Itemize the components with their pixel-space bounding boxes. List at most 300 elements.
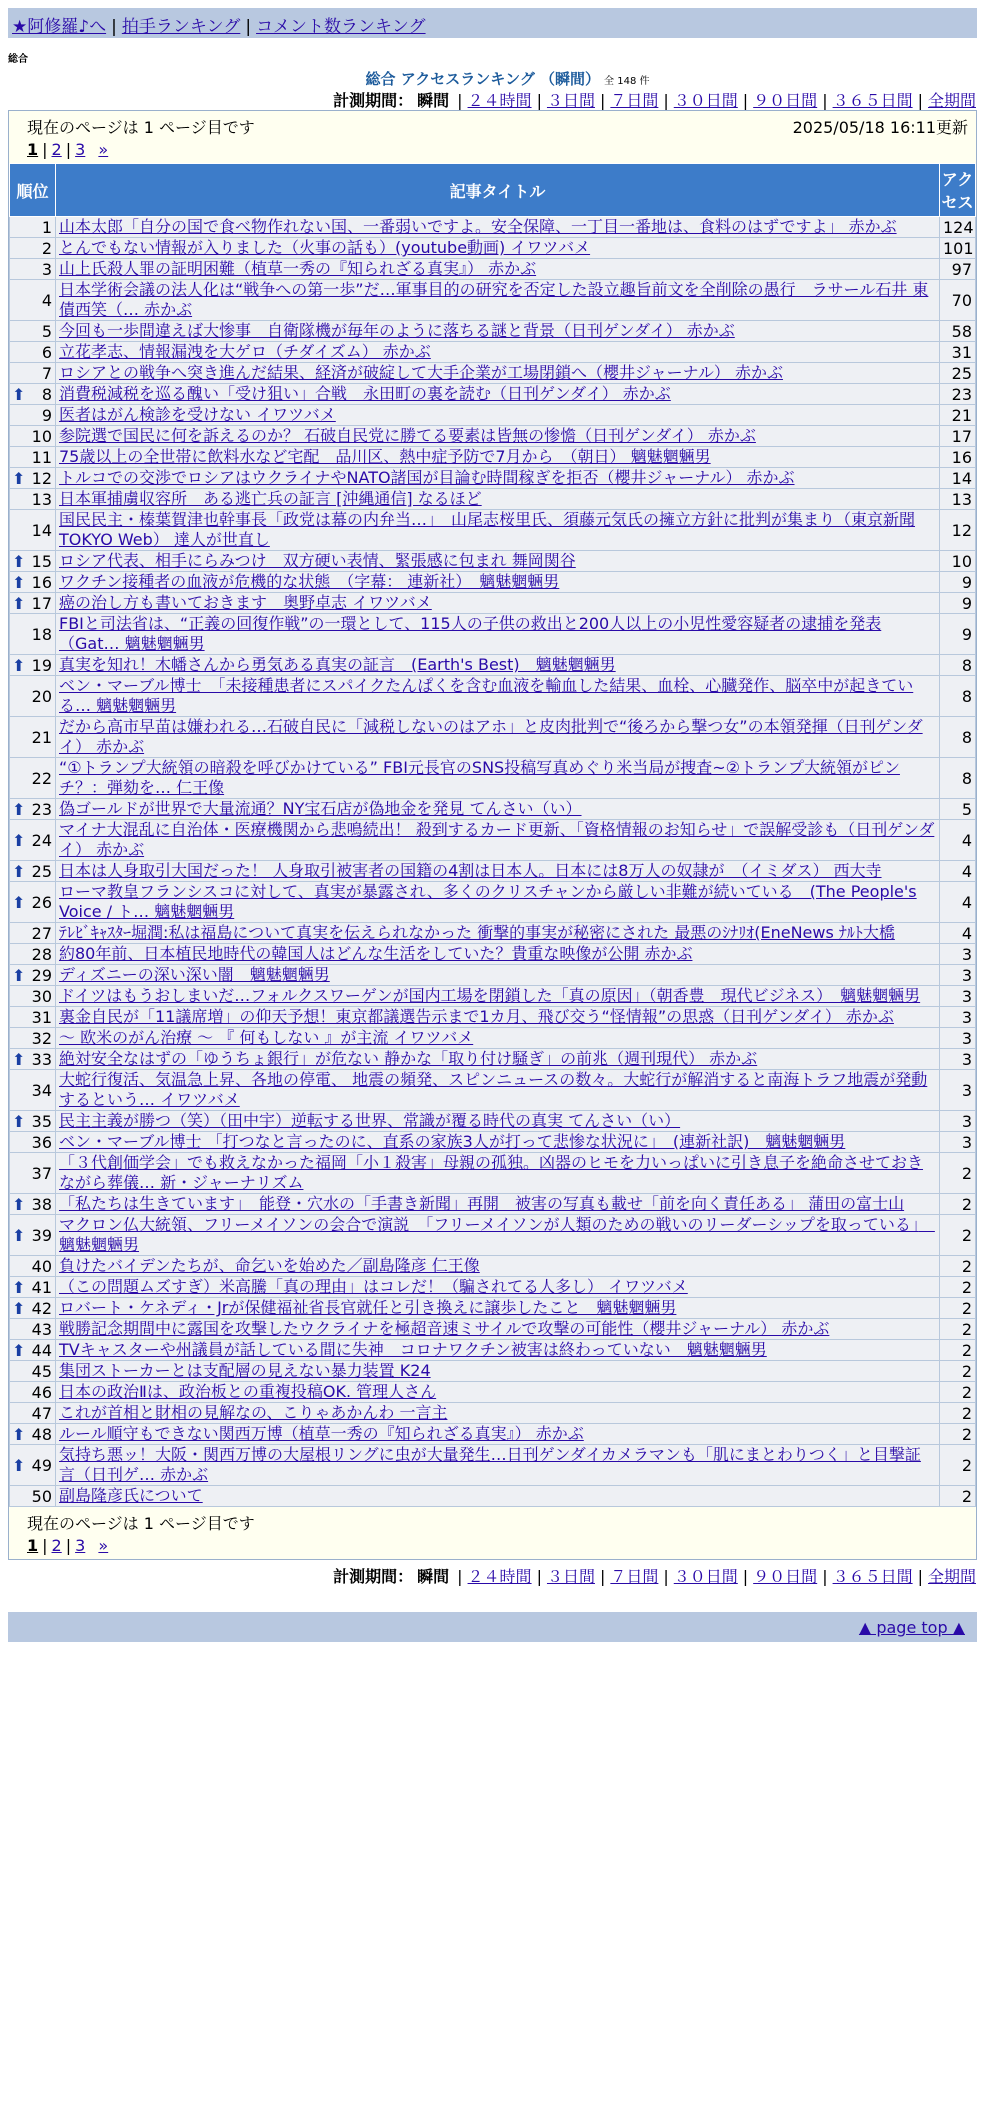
- title-cell: [56, 1153, 940, 1194]
- article-link[interactable]: ～ 欧米のがん治療 ～ 『 何もしない 』が主流 イワツバメ: [59, 1028, 474, 1047]
- access-count: 2: [940, 1319, 976, 1340]
- rank-number: 17: [31, 593, 52, 613]
- pager-next[interactable]: »: [98, 1536, 109, 1555]
- article-link[interactable]: 偽ゴールドが世界で大量流通？NY宝石店が偽地金を発見 てんさい（い）: [59, 799, 582, 818]
- title-cell: [56, 614, 940, 655]
- rank-cell: [10, 384, 56, 405]
- period-label: 計測期間：: [333, 91, 414, 110]
- rank-cell: [10, 861, 56, 882]
- title-cell: [56, 280, 940, 321]
- rank-cell: [10, 1424, 56, 1445]
- article-link[interactable]: 参院選で国民に何を訴えるのか？ 石破自民党に勝てる要素は皆無の惨憺（日刊ゲンダイ） 赤かぶ: [59, 426, 756, 445]
- pager-page-2[interactable]: 2: [51, 1536, 62, 1555]
- title-cell: [56, 944, 940, 965]
- rank-number: 18: [31, 624, 52, 644]
- rank-cell: [10, 1445, 56, 1486]
- rank-cell: [10, 489, 56, 510]
- title-cell: [56, 551, 940, 572]
- article-link[interactable]: FBIと司法省は、“正義の回復作戦”の一環として、115人の子供の救出と200人以上の小児性愛容疑者の逮捕を発表（Gat… 魑魅魍魎男: [59, 614, 882, 653]
- article-link[interactable]: 癌の治し方も書いておきます 奥野卓志 イワツバメ: [59, 593, 432, 612]
- rank-up-arrow-icon: ⬆: [12, 469, 26, 488]
- access-count: 2: [940, 1194, 976, 1215]
- rank-up-arrow-icon: ⬆: [12, 573, 26, 592]
- rank-number: 9: [41, 405, 52, 425]
- access-count: 2: [940, 1403, 976, 1424]
- rank-number: 7: [41, 363, 52, 383]
- article-link[interactable]: 日本学術会議の法人化は“戦争への第一歩”だ…軍事目的の研究を否定した設立趣旨前文を全削除の愚行 ラサール石井 東債西笑（… 赤かぶ: [59, 280, 929, 319]
- rank-number: 24: [31, 830, 52, 850]
- rank-cell: [10, 1486, 56, 1507]
- article-link[interactable]: 集団ストーカーとは支配層の見えない暴力装置 K24: [59, 1361, 431, 1380]
- title-cell: [56, 572, 940, 593]
- access-count: 2: [940, 1382, 976, 1403]
- article-link[interactable]: とんでもない情報が入りました（火事の話も）(youtube動画) イワツバメ: [59, 238, 591, 257]
- table-row: [10, 1111, 976, 1132]
- title-cell: [56, 1403, 940, 1424]
- table-row: [10, 259, 976, 280]
- access-count: 101: [940, 238, 976, 259]
- rank-number: 15: [31, 551, 52, 571]
- rank-up-arrow-icon: ⬆: [12, 966, 26, 985]
- rank-number: 26: [31, 892, 52, 912]
- rank-up-arrow-icon: ⬆: [12, 1112, 26, 1131]
- title-cell: [56, 1070, 940, 1111]
- ranking-table: [9, 163, 976, 1507]
- page-info-text: 現在のページは 1 ページ目です: [27, 118, 255, 137]
- rank-number: 29: [31, 965, 52, 985]
- article-link[interactable]: 山本太郎「自分の国で食べ物作れない国、一番弱いですよ。安全保障、一丁目一番地は、食料のはずですよ」 赤かぶ: [59, 217, 897, 236]
- period-link-365d[interactable]: ３６５日間: [832, 91, 913, 110]
- rank-cell: [10, 1277, 56, 1298]
- title-cell: [56, 1111, 940, 1132]
- table-row: [10, 1298, 976, 1319]
- article-link[interactable]: 今回も一歩間違えば大惨事 自衛隊機が毎年のように落ちる謎と背景（日刊ゲンダイ） 赤かぶ: [59, 321, 735, 340]
- article-link[interactable]: 気持ち悪ッ！大阪・関西万博の大屋根リングに虫が大量発生…日刊ゲンダイカメラマンも「肌にまとわりつく」と目撃証言（日刊ゲ… 赤かぶ: [59, 1445, 921, 1484]
- table-row: [10, 217, 976, 238]
- article-link[interactable]: ルール順守もできない関西万博（植草一秀の『知られざる真実』） 赤かぶ: [59, 1424, 584, 1443]
- article-link[interactable]: 山上氏殺人罪の証明困難（植草一秀の『知られざる真実』） 赤かぶ: [59, 259, 537, 278]
- article-link[interactable]: 民主主義が勝つ（笑）（田中宇）逆転する世界、常識が覆る時代の真実 てんさい（い）: [59, 1111, 681, 1130]
- total-count: 全 148 件: [604, 76, 650, 87]
- rank-number: 14: [31, 520, 52, 540]
- rank-number: 36: [31, 1132, 52, 1152]
- rank-cell: [10, 1298, 56, 1319]
- rank-cell: [10, 965, 56, 986]
- period-link-24h[interactable]: ２４時間: [467, 1567, 532, 1586]
- table-row: [10, 944, 976, 965]
- header-rank: 順位: [10, 164, 56, 217]
- rank-number: 32: [31, 1028, 52, 1048]
- title-cell: [56, 447, 940, 468]
- article-link[interactable]: ﾃﾚﾋﾞｷｬｽﾀｰ堀潤:私は福島について真実を伝えられなかった 衝撃的事実が秘密にされた 最悪のｼﾅﾘｵ(EneNews ﾅﾙﾄ大橋: [59, 923, 895, 942]
- title-cell: [56, 1424, 940, 1445]
- nav-link-asyura[interactable]: ★阿修羅♪へ: [12, 17, 107, 37]
- table-row: [10, 923, 976, 944]
- period-separator: |: [822, 1567, 828, 1586]
- title-cell: [56, 1028, 940, 1049]
- table-row: [10, 1256, 976, 1277]
- period-link-all[interactable]: 全期間: [927, 91, 976, 110]
- title-cell: [56, 1382, 940, 1403]
- access-count: 17: [940, 426, 976, 447]
- access-count: 3: [940, 986, 976, 1007]
- rank-cell: [10, 882, 56, 923]
- table-row: [10, 238, 976, 259]
- rank-up-arrow-icon: ⬆: [12, 552, 26, 571]
- article-link[interactable]: ロバート・ケネディ・Jrが保健福祉省長官就任と引き換えに譲歩したこと 魑魅魍魎男: [59, 1298, 677, 1317]
- rank-cell: [10, 1132, 56, 1153]
- rank-cell: [10, 593, 56, 614]
- title-cell: [56, 593, 940, 614]
- rank-number: 8: [41, 384, 52, 404]
- title-cell: [56, 965, 940, 986]
- period-link-7d[interactable]: ７日間: [610, 91, 659, 110]
- table-row: [10, 965, 976, 986]
- access-count: 5: [940, 799, 976, 820]
- period-separator: |: [742, 1567, 749, 1586]
- table-row: [10, 1132, 976, 1153]
- period-separator: |: [917, 91, 923, 110]
- rank-cell: [10, 1194, 56, 1215]
- access-count: 2: [940, 1486, 976, 1507]
- access-count: 3: [940, 1070, 976, 1111]
- updated-timestamp: 2025/05/18 16:11更新: [792, 118, 968, 137]
- pager-next[interactable]: »: [98, 140, 109, 159]
- article-link[interactable]: “①トランプ大統領の暗殺を呼びかけている” FBI元長官のSNS投稿写真めぐり米当局が捜査~②トランプ大統領がピンチ？：弾劾を… 仁王像: [59, 758, 900, 797]
- period-separator: |: [599, 1567, 606, 1586]
- nav-separator: |: [245, 17, 252, 37]
- title-cell: [56, 384, 940, 405]
- table-row: [10, 676, 976, 717]
- rank-up-arrow-icon: ⬆: [12, 862, 26, 881]
- article-link[interactable]: だから高市早苗は嫌われる…石破自民に「減税しないのはアホ」と皮肉批判で“後ろから撃つ女”の本領発揮（日刊ゲンダイ） 赤かぶ: [59, 717, 923, 756]
- rank-cell: [10, 799, 56, 820]
- article-link[interactable]: 約80年前、日本植民地時代の韓国人はどんな生活をしていた？貴重な映像が公開 赤かぶ: [59, 944, 693, 963]
- access-count: 3: [940, 1132, 976, 1153]
- rank-cell: [10, 238, 56, 259]
- rank-number: 1: [41, 217, 52, 237]
- period-link-3d[interactable]: ３日間: [546, 91, 595, 110]
- rank-cell: [10, 217, 56, 238]
- rank-cell: [10, 655, 56, 676]
- access-count: 8: [940, 676, 976, 717]
- rank-number: 12: [31, 468, 52, 488]
- table-row: [10, 1445, 976, 1486]
- rank-number: 50: [31, 1486, 52, 1506]
- period-link-90d[interactable]: ９０日間: [753, 1567, 818, 1586]
- title-cell: [56, 717, 940, 758]
- rank-cell: [10, 986, 56, 1007]
- article-link[interactable]: （この問題ムズすぎ）米高騰「真の理由」はコレだ！（騙されてる人多し） イワツバメ: [59, 1277, 688, 1296]
- header-title: 記事タイトル: [56, 164, 940, 217]
- rank-cell: [10, 758, 56, 799]
- rank-cell: [10, 468, 56, 489]
- pager-separator: |: [65, 1536, 72, 1555]
- title-cell: [56, 217, 940, 238]
- access-count: 4: [940, 882, 976, 923]
- period-separator: |: [457, 1567, 463, 1586]
- article-link[interactable]: 絶対安全なはずの「ゆうちょ銀行」が危ない 静かな「取り付け騒ぎ」の前兆（週刊現代） 赤かぶ: [59, 1049, 758, 1068]
- access-count: 16: [940, 447, 976, 468]
- table-row: [10, 1194, 976, 1215]
- rank-cell: [10, 1111, 56, 1132]
- period-separator: |: [599, 91, 606, 110]
- period-link-90d[interactable]: ９０日間: [753, 91, 818, 110]
- period-separator: |: [663, 91, 669, 110]
- article-link[interactable]: 大蛇行復活、気温急上昇、各地の停電、 地震の頻発、スピンニュースの数々。大蛇行が解消すると南海トラフ地震が発動するという… イワツバメ: [59, 1070, 928, 1109]
- article-link[interactable]: ロシアとの戦争へ突き進んだ結果、経済が破綻して大手企業が工場閉鎖へ（櫻井ジャーナル） 赤かぶ: [59, 363, 783, 382]
- access-count: 14: [940, 468, 976, 489]
- title-cell: [56, 1298, 940, 1319]
- footer-bar: [8, 1612, 977, 1642]
- rank-up-arrow-icon: ⬆: [12, 1050, 26, 1069]
- title-cell: [56, 510, 940, 551]
- access-count: 2: [940, 1153, 976, 1194]
- table-row: [10, 882, 976, 923]
- rank-cell: [10, 426, 56, 447]
- rank-up-arrow-icon: ⬆: [12, 1456, 26, 1475]
- article-link[interactable]: 真実を知れ！木幡さんから勇気ある真実の証言 (Earth's Best) 魑魅魍魎男: [59, 655, 616, 674]
- article-link[interactable]: マイナ大混乱に自治体・医療機関から悲鳴続出！ 殺到するカード更新、「資格情報のお知らせ」で誤解受診も（日刊ゲンダイ） 赤かぶ: [59, 820, 935, 859]
- rank-cell: [10, 717, 56, 758]
- period-separator: |: [536, 1567, 542, 1586]
- rank-cell: [10, 1403, 56, 1424]
- period-selector: [0, 88, 977, 110]
- rank-number: 22: [31, 768, 52, 788]
- title-cell: [56, 882, 940, 923]
- title-cell: [56, 1340, 940, 1361]
- article-link[interactable]: ディズニーの深い深い闇 魑魅魍魎男: [59, 965, 330, 984]
- access-count: 9: [940, 593, 976, 614]
- article-link[interactable]: TVキャスターや州議員が話している間に失神 コロナワクチン被害は終わっていない 魑魅魍魎男: [59, 1340, 767, 1359]
- rank-number: 48: [31, 1424, 52, 1444]
- table-row: [10, 280, 976, 321]
- access-count: 9: [940, 614, 976, 655]
- rank-number: 44: [31, 1340, 52, 1360]
- title-cell: [56, 986, 940, 1007]
- rank-number: 37: [31, 1163, 52, 1183]
- page-info-bottom: [9, 1507, 976, 1559]
- pager-current: 1: [27, 140, 39, 159]
- table-row: [10, 593, 976, 614]
- access-count: 8: [940, 717, 976, 758]
- access-count: 9: [940, 572, 976, 593]
- article-link[interactable]: 75歳以上の全世帯に飲料水など宅配 品川区、熱中症予防で7月から （朝日） 魑魅魍魎男: [59, 447, 711, 466]
- title-cell: [56, 1215, 940, 1256]
- access-count: 21: [940, 405, 976, 426]
- article-link[interactable]: 副島隆彦氏について: [59, 1486, 203, 1505]
- table-row: [10, 1049, 976, 1070]
- article-link[interactable]: 国民民主・榛葉賀津也幹事長「政党は幕の内弁当…」 山尾志桜里氏、須藤元気氏の擁立方針に批判が集まり（東京新聞TOKYO Web） 達人が世直し: [59, 510, 916, 549]
- rank-number: 3: [41, 259, 52, 279]
- period-current: 瞬間: [417, 91, 450, 110]
- period-link-24h[interactable]: ２４時間: [467, 91, 532, 110]
- article-link[interactable]: ドイツはもうおしまいだ…フォルクスワーゲンが国内工場を閉鎖した「真の原因」（朝香豊 現代ビジネス） 魑魅魍魎男: [59, 986, 921, 1005]
- rank-up-arrow-icon: ⬆: [12, 800, 26, 819]
- period-link-30d[interactable]: ３０日間: [673, 1567, 738, 1586]
- rank-number: 25: [31, 861, 52, 881]
- table-header-row: [10, 164, 976, 217]
- table-row: [10, 447, 976, 468]
- table-row: [10, 1319, 976, 1340]
- rank-number: 31: [31, 1007, 52, 1027]
- pager-page-2[interactable]: 2: [51, 140, 62, 159]
- rank-up-arrow-icon: ⬆: [12, 831, 26, 850]
- access-count: 3: [940, 965, 976, 986]
- title-cell: [56, 468, 940, 489]
- title-cell: [56, 405, 940, 426]
- period-selector-bottom: [0, 1564, 977, 1586]
- period-link-all[interactable]: 全期間: [927, 1567, 976, 1586]
- article-link[interactable]: 裏金自民が「11議席増」の仰天予想！東京都議選告示まで1カ月、飛び交う“怪情報”の思惑（日刊ゲンダイ） 赤かぶ: [59, 1007, 894, 1026]
- table-row: [10, 614, 976, 655]
- rank-cell: [10, 259, 56, 280]
- article-link[interactable]: これが首相と財相の見解なの、こりゃあかんわ 一言主: [59, 1403, 448, 1422]
- page-top-link[interactable]: ▲ page top ▲: [858, 1618, 965, 1637]
- table-row: [10, 405, 976, 426]
- access-count: 3: [940, 1028, 976, 1049]
- rank-cell: [10, 342, 56, 363]
- rank-up-arrow-icon: ⬆: [12, 1299, 26, 1318]
- article-link[interactable]: 消費税減税を巡る醜い「受け狙い」合戦 永田町の裏を読む（日刊ゲンダイ） 赤かぶ: [59, 384, 671, 403]
- article-link[interactable]: 「私たちは生きています」 能登・穴水の「手書き新聞」再開 被害の写真も載せ「前を向く責任ある」 蒲田の富士山: [59, 1194, 905, 1213]
- rank-number: 4: [41, 290, 52, 310]
- table-row: [10, 861, 976, 882]
- article-link[interactable]: 日本は人身取引大国だった！ 人身取引被害者の国籍の4割は日本人。日本には8万人の奴隷が （イミダス） 西大寺: [59, 861, 882, 880]
- rank-number: 47: [31, 1403, 52, 1423]
- title-cell: [56, 655, 940, 676]
- period-current: 瞬間: [417, 1567, 450, 1586]
- rank-cell: [10, 551, 56, 572]
- title-cell: [56, 1319, 940, 1340]
- rank-number: 11: [31, 447, 52, 467]
- rank-number: 35: [31, 1111, 52, 1131]
- table-row: [10, 799, 976, 820]
- rank-cell: [10, 280, 56, 321]
- title-cell: [56, 1445, 940, 1486]
- access-count: 2: [940, 1298, 976, 1319]
- pager-page-3[interactable]: 3: [75, 140, 86, 159]
- pagination-top: [27, 140, 964, 159]
- title-cell: [56, 1049, 940, 1070]
- table-row: [10, 1403, 976, 1424]
- rank-number: 41: [31, 1277, 52, 1297]
- rank-cell: [10, 572, 56, 593]
- article-link[interactable]: 立花孝志、情報漏洩を大ゲロ（チダイズム） 赤かぶ: [59, 342, 431, 361]
- article-link[interactable]: ベン・マーブル博士 「打つなと言ったのに、直系の家族3人が打って悲惨な状況に」 (連新社訳) 魑魅魍魎男: [59, 1132, 846, 1151]
- article-link[interactable]: トルコでの交渉でロシアはウクライナやNATO諸国が目論む時間稼ぎを拒否（櫻井ジャーナル） 赤かぶ: [59, 468, 795, 487]
- access-count: 2: [940, 1445, 976, 1486]
- nav-link-applause-ranking[interactable]: 拍手ランキング: [121, 17, 241, 37]
- rank-cell: [10, 1070, 56, 1111]
- title-cell: [56, 1007, 940, 1028]
- title-cell: [56, 1277, 940, 1298]
- ranking-container: [8, 110, 977, 1560]
- period-link-3d[interactable]: ３日間: [546, 1567, 595, 1586]
- period-separator: |: [663, 1567, 669, 1586]
- access-count: 97: [940, 259, 976, 280]
- access-count: 2: [940, 1361, 976, 1382]
- article-link[interactable]: ワクチン接種者の血液が危機的な状態 （字幕： 連新社） 魑魅魍魎男: [59, 572, 560, 591]
- access-count: 4: [940, 861, 976, 882]
- pager-separator: |: [65, 140, 72, 159]
- table-row: [10, 1361, 976, 1382]
- rank-number: 20: [31, 686, 52, 706]
- period-link-365d[interactable]: ３６５日間: [832, 1567, 913, 1586]
- access-count: 25: [940, 363, 976, 384]
- table-row: [10, 655, 976, 676]
- rank-cell: [10, 1256, 56, 1277]
- period-link-30d[interactable]: ３０日間: [673, 91, 738, 110]
- period-separator: |: [536, 91, 542, 110]
- table-row: [10, 321, 976, 342]
- article-link[interactable]: マクロン仏大統領、フリーメイソンの会合で演説 「フリーメイソンが人類のための戦いのリーダーシップを取っている」 魑魅魍魎男: [59, 1215, 935, 1254]
- rank-number: 45: [31, 1361, 52, 1381]
- table-row: [10, 1424, 976, 1445]
- nav-link-comment-ranking[interactable]: コメント数ランキング: [256, 17, 426, 37]
- rank-number: 46: [31, 1382, 52, 1402]
- table-row: [10, 986, 976, 1007]
- rank-number: 33: [31, 1049, 52, 1069]
- period-separator: |: [917, 1567, 923, 1586]
- title-cell: [56, 363, 940, 384]
- rank-number: 43: [31, 1319, 52, 1339]
- access-count: 3: [940, 944, 976, 965]
- table-row: [10, 572, 976, 593]
- nav-separator: |: [111, 17, 117, 37]
- page-info-top: [9, 111, 976, 163]
- access-count: 3: [940, 1049, 976, 1070]
- rank-cell: [10, 447, 56, 468]
- article-link[interactable]: 日本軍捕虜収容所 ある逃亡兵の証言 [沖縄通信] なるほど: [59, 489, 482, 508]
- access-count: 2: [940, 1215, 976, 1256]
- pagination-bottom: [27, 1536, 964, 1555]
- article-link[interactable]: ローマ教皇フランシスコに対して、真実が暴露され、多くのクリスチャンから厳しい非難が続いている (The People's Voice / ト… 魑魅魍魎男: [59, 882, 917, 921]
- access-count: 13: [940, 489, 976, 510]
- rank-cell: [10, 363, 56, 384]
- pager-gap: [85, 140, 98, 159]
- pager-separator: |: [42, 1536, 48, 1555]
- article-link[interactable]: ベン・マーブル博士 「未接種患者にスパイクたんぱくを含む血液を輸血した結果、血栓、心臓発作、脳卒中が起きている… 魑魅魍魎男: [59, 676, 914, 715]
- article-link[interactable]: ロシア代表、相手にらみつけ 双方硬い表情、緊張感に包まれ 舞岡関谷: [59, 551, 576, 570]
- ranking-rows: [10, 217, 976, 1507]
- article-link[interactable]: 医者はがん検診を受けない イワツバメ: [59, 405, 336, 424]
- rank-number: 6: [41, 342, 52, 362]
- article-link[interactable]: 戦勝記念期間中に露国を攻撃したウクライナを極超音速ミサイルで攻撃の可能性（櫻井ジャーナル） 赤かぶ: [59, 1319, 830, 1338]
- access-count: 2: [940, 1340, 976, 1361]
- table-row: [10, 1215, 976, 1256]
- rank-up-arrow-icon: ⬆: [12, 656, 26, 675]
- access-count: 3: [940, 1007, 976, 1028]
- access-count: 8: [940, 758, 976, 799]
- rank-cell: [10, 944, 56, 965]
- article-link[interactable]: 負けたバイデンたちが、命乞いを始めた／副島隆彦 仁王像: [59, 1256, 480, 1275]
- rank-up-arrow-icon: ⬆: [12, 1341, 26, 1360]
- access-count: 4: [940, 820, 976, 861]
- rank-number: 42: [31, 1298, 52, 1318]
- rank-number: 21: [31, 727, 52, 747]
- rank-up-arrow-icon: ⬆: [12, 1425, 26, 1444]
- access-count: 12: [940, 510, 976, 551]
- period-link-7d[interactable]: ７日間: [610, 1567, 659, 1586]
- pager-page-3[interactable]: 3: [75, 1536, 86, 1555]
- period-separator: |: [822, 91, 828, 110]
- table-row: [10, 820, 976, 861]
- table-row: [10, 1070, 976, 1111]
- rank-cell: [10, 1361, 56, 1382]
- article-link[interactable]: 「３代創価学会」でも救えなかった福岡「小１殺害」母親の孤独。凶器のヒモを力いっぱいに引き息子を絶命させておきながら葬儀… 新・ジャーナリズム: [59, 1153, 924, 1192]
- article-link[interactable]: 日本の政治Ⅱは、政治板との重複投稿OK. 管理人さん: [59, 1382, 437, 1401]
